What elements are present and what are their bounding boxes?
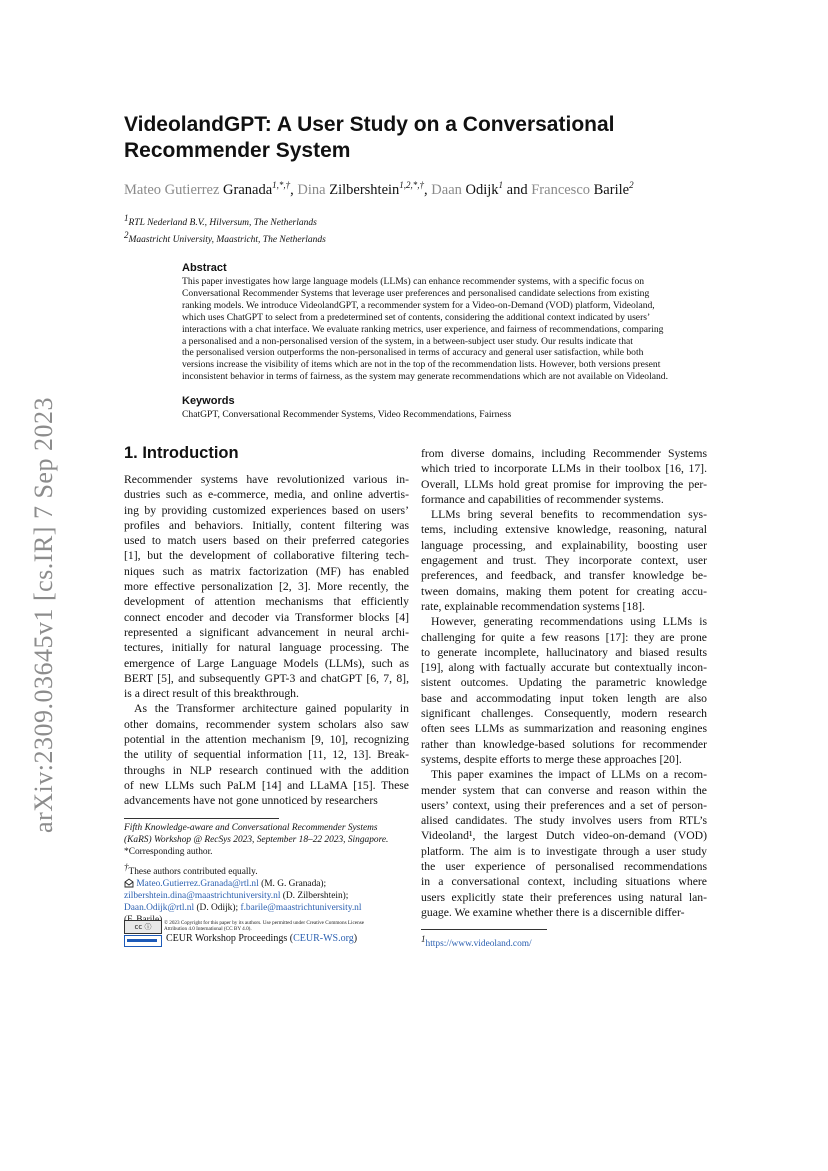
email-owner: (D. Zilbershtein); xyxy=(282,891,349,902)
affiliation-1-number: 1 xyxy=(124,213,129,223)
abstract-line: Conversational Recommender Systems that leverage user preferences and personalised candidate selections from existing xyxy=(182,287,650,299)
body-text-line: mender system that can converse and reason within the xyxy=(421,783,707,797)
abstract-line: inconsistent behavior in terms of fairness, as the system may generate recommendations which are not available on Videoland. xyxy=(182,371,668,383)
author-2-marks: 1,2,*,† xyxy=(399,180,425,190)
body-text-line: emergence of Large Language Models (LLMs), such as xyxy=(124,656,409,670)
body-text-line: challenging for quite a few reasons [17]: they are prone xyxy=(421,630,707,644)
body-text-line: formance and capabilities of recommender systems. xyxy=(421,492,664,506)
body-text-line: represented a significant advancement in neural archi- xyxy=(124,625,409,639)
author-3-given: Daan xyxy=(431,181,462,198)
author-2-family: Zilbershtein xyxy=(329,181,400,198)
body-text-line: from diverse domains, including Recommender Systems xyxy=(421,447,707,460)
abstract-line: ranking models. We introduce VideolandGPT, a recommender system for a Video-on-Demand (VOD) platform, Videoland, xyxy=(182,299,655,311)
creative-commons-badge: cc ⓘ xyxy=(124,920,162,934)
author-1-given: Mateo Gutierrez xyxy=(124,181,220,198)
email-row xyxy=(124,890,424,902)
affiliation-1 xyxy=(124,213,317,228)
arxiv-sidebar-stamp xyxy=(24,380,64,850)
body-text-line: This paper examines the impact of LLMs on a recom- xyxy=(431,768,707,782)
author-4-family: Barile xyxy=(593,181,630,198)
affiliation-2 xyxy=(124,230,326,245)
affiliation-1-text: RTL Nederland B.V., Hilversum, The Netherlands xyxy=(128,218,317,229)
envelope-icon xyxy=(124,878,134,888)
abstract-line: versions increase the visibility of items which are not in the top of the recommendation lists. However, both versions present xyxy=(182,359,661,371)
body-text-line: the user experience of personalised recommendations xyxy=(421,860,707,874)
paper-title xyxy=(124,112,684,164)
body-text-line: users explicitly state their preferences using natural lan- xyxy=(421,890,707,904)
body-text-line: advancements have not gone unnoticed by researchers xyxy=(124,794,378,808)
license-text xyxy=(164,920,364,932)
license-line-2: Attribution 4.0 International (CC BY 4.0). xyxy=(164,926,252,932)
body-text-line: rather than knowledge-based solutions for recommender xyxy=(421,737,707,751)
email-row xyxy=(124,902,424,914)
body-column-right xyxy=(421,446,707,920)
ceur-prefix: CEUR Workshop Proceedings ( xyxy=(166,933,294,944)
body-text-line: Videoland¹, the largest Dutch video-on-demand (VOD) xyxy=(421,829,707,843)
author-4-marks: 2 xyxy=(629,180,634,190)
body-text-line: other domains, recommender system scholars also saw xyxy=(124,717,409,731)
body-text-line: tween domains, making them potent for creating accu- xyxy=(421,584,707,598)
author-1-marks: 1,*,† xyxy=(272,180,291,190)
body-text-line: Recommender systems have revolutionized various in- xyxy=(124,473,409,486)
author-4-given: Francesco xyxy=(531,181,591,198)
email-owner: (M. G. Granada); xyxy=(261,879,327,890)
abstract-heading: Abstract xyxy=(182,262,227,274)
author-3-family: Odijk xyxy=(465,181,499,198)
body-text-line: more effective personalization [2, 3]. More recently, the xyxy=(124,580,409,594)
body-text-line: users’ context, using their preferences and a set of person- xyxy=(421,798,707,812)
license-block xyxy=(124,920,424,946)
footnote-rule-right xyxy=(421,929,547,930)
abstract-line: the personalised version outperforms the non-personalised in terms of accuracy and general user satisfaction, while both xyxy=(182,347,644,359)
videoland-url-link[interactable]: https://www.videoland.com/ xyxy=(425,939,532,950)
body-text-line: potential in the attention mechanism [9, 10], recognizing xyxy=(124,733,409,747)
author-1-family: Granada xyxy=(223,181,273,198)
abstract-body xyxy=(182,276,705,383)
body-text-line: often sees LLMs as summarization and reasoning engines xyxy=(421,722,707,736)
keywords-heading: Keywords xyxy=(182,395,235,407)
body-text-line: Overall, LLMs hold great promise for improving the per- xyxy=(421,477,707,491)
title-line-2: Recommender System xyxy=(124,139,351,162)
body-text-line: tectures, initially for natural language processing. The xyxy=(124,641,409,655)
footnotes-left xyxy=(124,822,424,926)
body-text-line: [1], but the development of collaborative filtering tech- xyxy=(124,549,409,563)
author-separator: , xyxy=(424,181,428,198)
body-text-line: in a conversational context, including situations where xyxy=(421,875,707,889)
venue-line-1: Fifth Knowledge-aware and Conversational Recommender Systems xyxy=(124,823,378,833)
abstract-line: This paper investigates how large language models (LLMs) can enhance recommender systems, with a specific focus on xyxy=(182,276,645,287)
body-text-line: base and accommodating input token length are also xyxy=(421,691,707,705)
abstract-line: a personalised and a non-personalised version of the system, in a between-subject user study. Our results indicate that xyxy=(182,335,633,347)
body-text-line: As the Transformer architecture gained popularity in xyxy=(134,702,409,716)
ceur-proceedings xyxy=(166,933,357,944)
ceur-suffix: ) xyxy=(353,933,358,944)
email-link-zilbershtein[interactable]: zilbershtein.dina@maastrichtuniversity.nl xyxy=(124,891,281,902)
body-text-line: sistent outcomes. Updating the parametric knowledge xyxy=(421,676,707,690)
body-text-line: rate, explainable recommendation systems [18]. xyxy=(421,599,645,613)
body-text-line: connect encoder and decoder via Transformer blocks [4] xyxy=(124,610,409,624)
section-heading-introduction: 1. Introduction xyxy=(124,444,239,462)
venue-line-2: (KaRS) Workshop @ RecSys 2023, September 18–22 2023, Singapore. xyxy=(124,835,389,845)
body-text-line: LLMs bring several benefits to recommendation sys- xyxy=(431,508,707,522)
license-line-1: © 2023 Copyright for this paper by its authors. Use permitted under Creative Commons License xyxy=(164,920,365,926)
abstract-line: interactions with a chat interface. We evaluate ranking metrics, user experience, and fairness of recommendations, comparing xyxy=(182,323,664,335)
affiliation-2-text: Maastricht University, Maastricht, The Netherlands xyxy=(128,235,326,246)
affiliation-2-number: 2 xyxy=(124,230,129,240)
body-column-left xyxy=(124,472,409,809)
body-text-line: However, generating recommendations using LLMs is xyxy=(431,615,707,629)
author-3-marks: 1 xyxy=(498,180,504,190)
body-text-line: throughs in NLP research continued with the addition xyxy=(124,763,409,777)
body-text-line: ing by providing customized experiences based on users’ xyxy=(124,503,409,517)
author-and: and xyxy=(506,181,528,198)
body-text-line: niques such as matrix factorization (MF) has enabled xyxy=(124,564,409,578)
body-text-line: platform. The aim is to investigate through a user study xyxy=(421,844,707,858)
equal-contribution-text: These authors contributed equally. xyxy=(128,867,258,878)
arxiv-identifier: arXiv:2309.03645v1 [cs.IR] 7 Sep 2023 xyxy=(29,397,58,833)
body-text-line: preferences, and feedback, and transfer knowledge be- xyxy=(421,569,707,583)
email-row xyxy=(124,878,424,890)
body-text-line: used to match users based on their preferred categories xyxy=(124,534,409,548)
body-text-line: to generate incomplete, hallucinatory and biased results xyxy=(421,645,707,659)
body-text-line: alised candidates. The study involves users from RTL’s xyxy=(421,814,707,828)
body-text-line: [19], along with factually accurate but contextually incon- xyxy=(421,661,707,675)
author-2-given: Dina xyxy=(297,181,326,198)
footnote-videoland xyxy=(421,934,532,949)
body-text-line: significant challenges. Consequently, modern research xyxy=(421,707,707,721)
email-owner: (D. Odijk); xyxy=(196,903,239,914)
body-text-line: dustries such as e-commerce, media, and online advertis- xyxy=(124,488,409,502)
body-text-line: is a direct result of this breakthrough. xyxy=(124,687,299,701)
author-separator: , xyxy=(290,181,294,198)
body-text-line: the utility of sequential information [11, 12, 13]. Break- xyxy=(124,748,409,762)
footnote-mark: 1 xyxy=(421,934,426,944)
author-list xyxy=(124,180,634,199)
footnote-rule-left xyxy=(124,818,279,819)
body-text-line: language processing, and explainability, boosting user xyxy=(421,538,707,552)
ceur-logo-icon xyxy=(124,935,162,947)
body-text-line: BERT [5], and subsequently GPT-3 and chatGPT [6, 7, 8], xyxy=(124,671,409,685)
body-text-line: tems, including extensive knowledge, reasoning, natural xyxy=(421,523,707,537)
keywords-list: ChatGPT, Conversational Recommender Systems, Video Recommendations, Fairness xyxy=(182,409,512,420)
ceur-link[interactable]: CEUR-WS.org xyxy=(293,933,354,944)
body-text-line: systems, despite efforts to merge these approaches [20]. xyxy=(421,752,682,766)
body-text-line: of new LLMs such PaLM [14] and LLaMA [15]. These xyxy=(124,778,409,792)
body-text-line: development of attention mechanisms that efficiently xyxy=(124,595,409,609)
email-link-odijk[interactable]: Daan.Odijk@rtl.nl xyxy=(124,903,195,914)
equal-contribution-note: †These authors contributed equally. xyxy=(124,862,258,878)
body-text-line: engagement and trust. They incorporate context, user xyxy=(421,554,707,568)
email-link-barile[interactable]: f.barile@maastrichtuniversity.nl xyxy=(240,903,362,914)
body-text-line: which tried to incorporate LLMs in their toolbox [16, 17]. xyxy=(421,462,707,476)
body-text-line: guage. We examine whether there is a discernible differ- xyxy=(421,905,685,919)
title-line-1: VideolandGPT: A User Study on a Conversational xyxy=(124,113,615,136)
abstract-line: which uses ChatGPT to select from a predetermined set of contents, considering the additional context indicated by users’ xyxy=(182,311,651,323)
email-link-granada[interactable]: Mateo.Gutierrez.Granada@rtl.nl xyxy=(136,879,259,890)
corresponding-author-note: *Corresponding author. xyxy=(124,847,213,857)
body-text-line: profiles and behaviors. Initially, content filtering was xyxy=(124,518,409,532)
